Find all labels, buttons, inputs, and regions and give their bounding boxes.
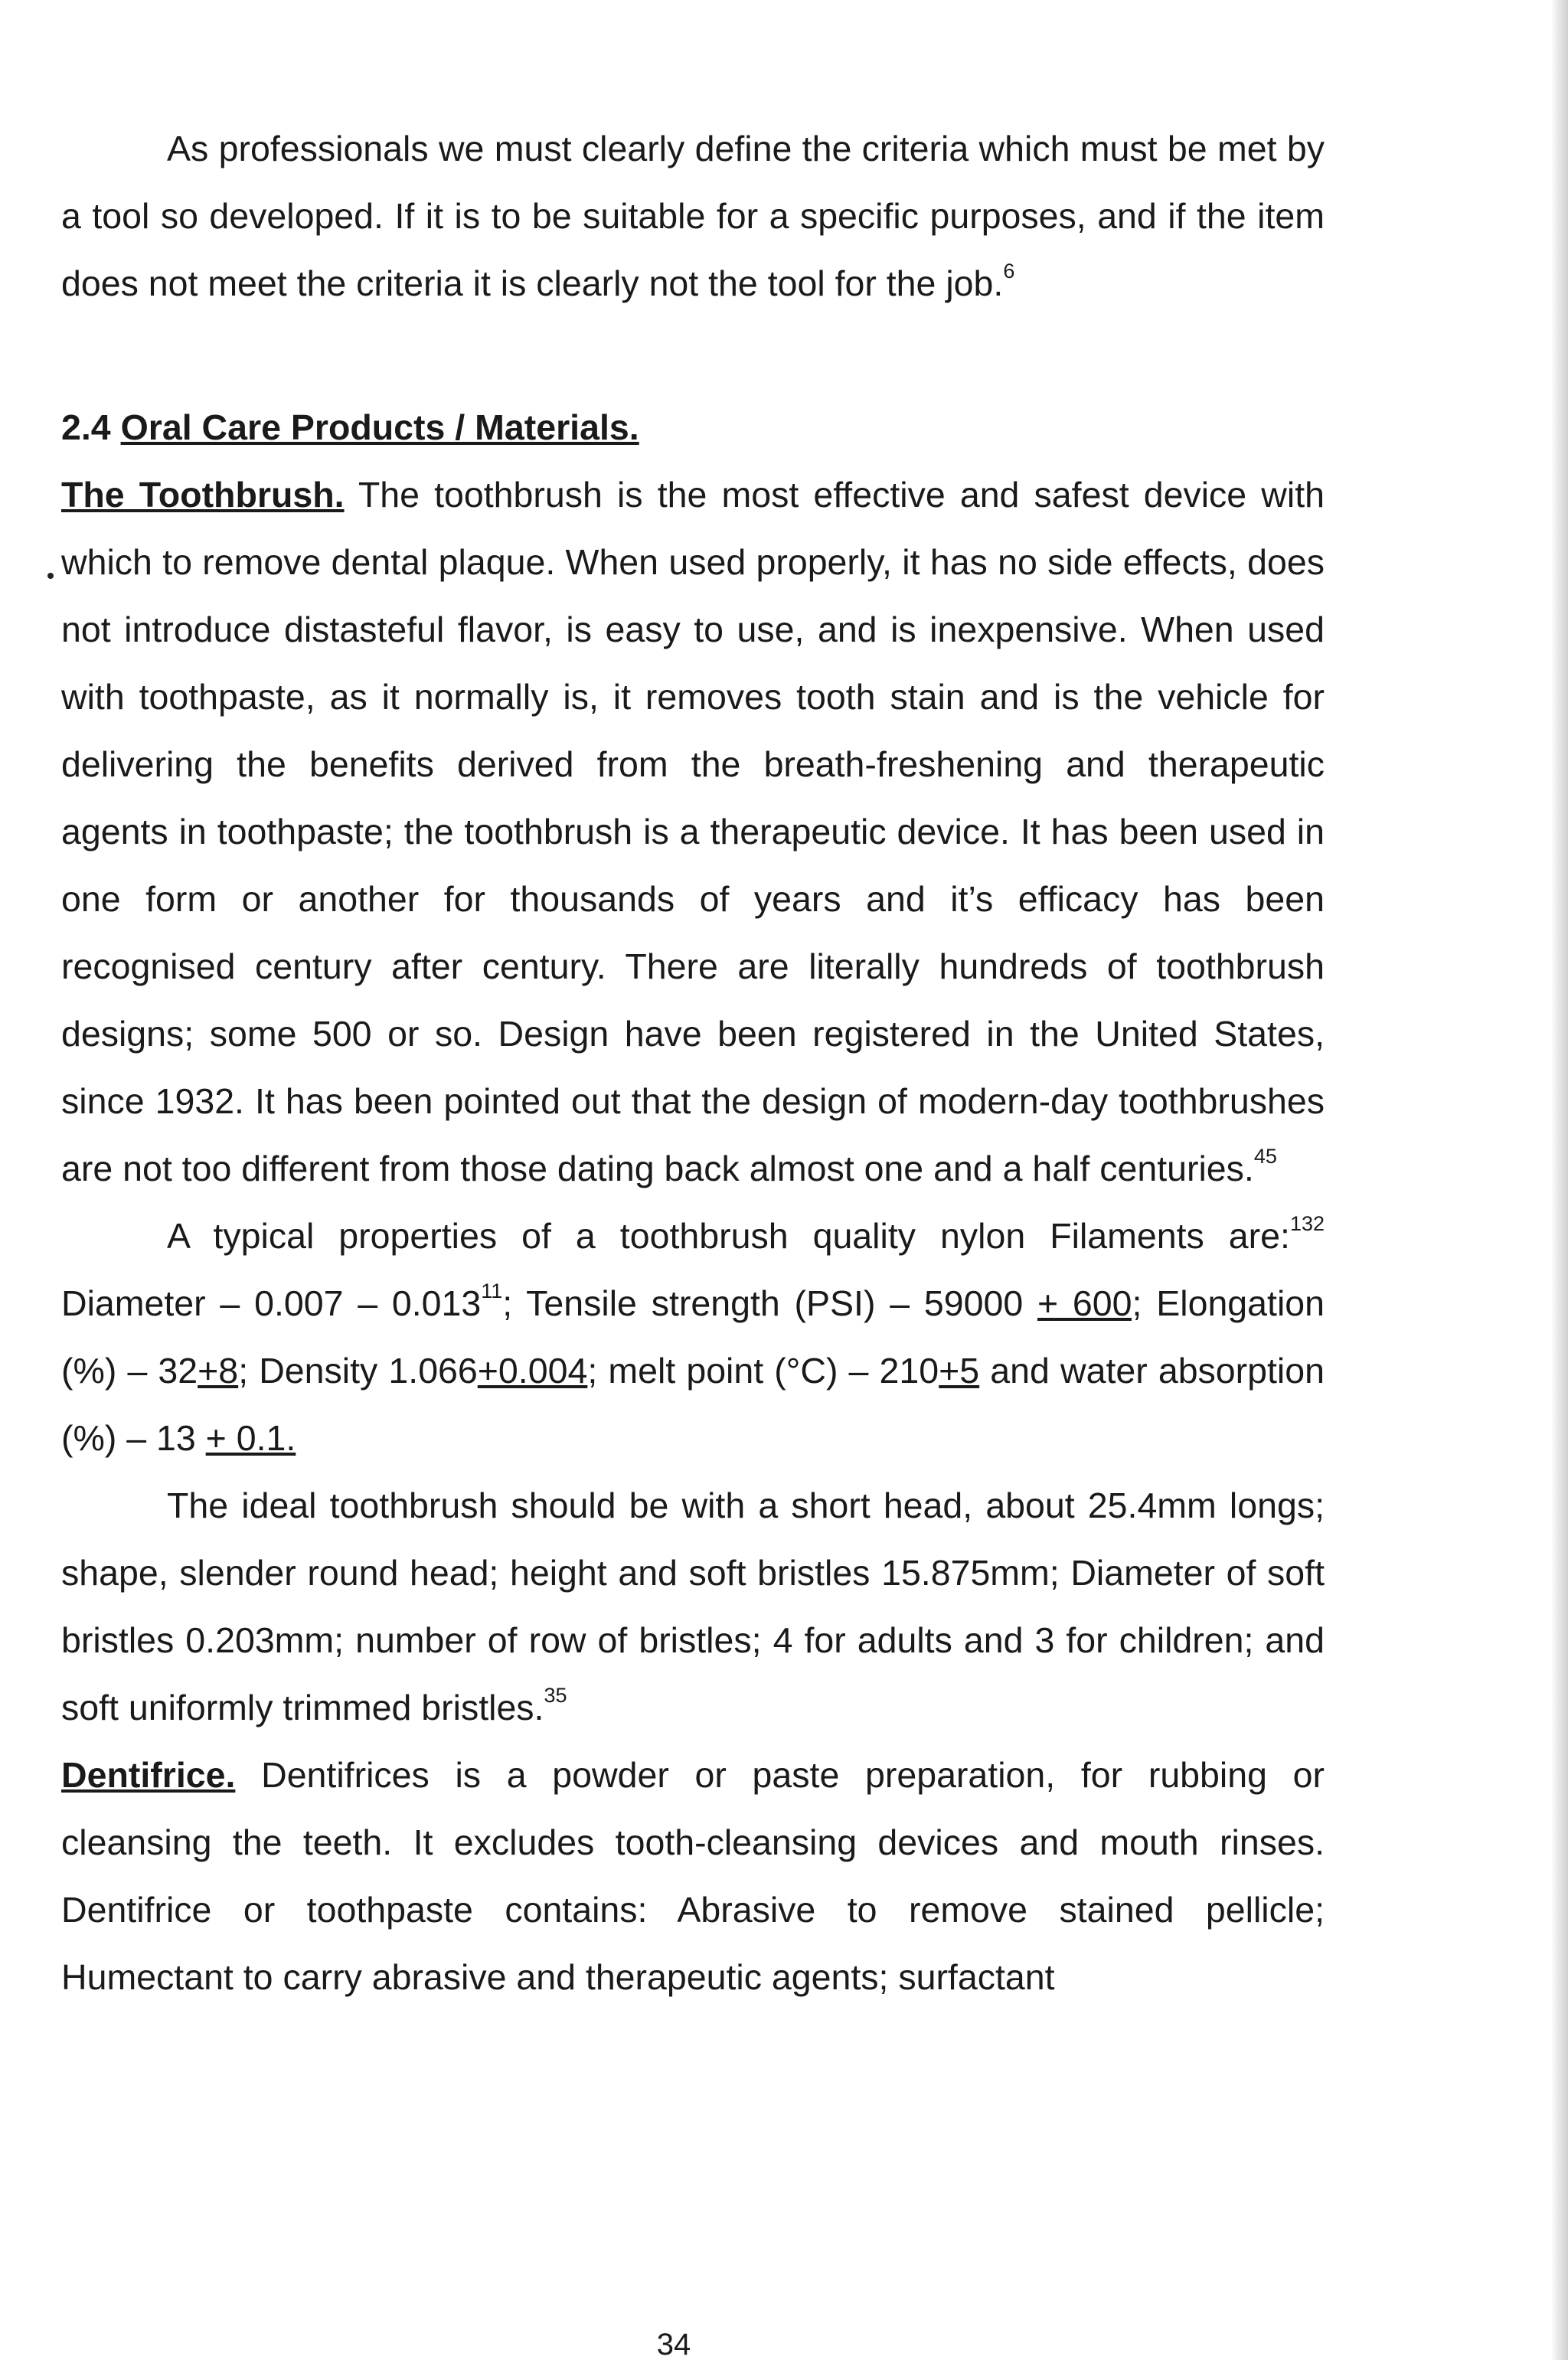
diameter-text: Diameter – 0.007 – 0.013 <box>61 1283 482 1323</box>
section-title: Oral Care Products / Materials. <box>120 407 639 447</box>
toothbrush-heading: The Toothbrush. <box>61 475 345 515</box>
ideal-text: The ideal toothbrush should be with a short head, about 25.4mm longs; shape, slender round head; height and soft bristles 15.875mm; Diameter of soft bristles 0.203mm; number of row of bristles; 4 for adults and 3 for children; and soft uniformly trimmed bristles. <box>61 1485 1325 1727</box>
melt-text: ; melt point (°C) – 210 <box>587 1351 939 1391</box>
properties-paragraph <box>61 1202 1325 1472</box>
ideal-toothbrush-paragraph <box>61 1472 1325 1741</box>
toothbrush-reference: 45 <box>1253 1145 1277 1168</box>
toothbrush-text: The toothbrush is the most effective and safest device with which to remove dental plaque. When used properly, it has no side effects, does not introduce distasteful flavor, is easy to use, and is inexpensive. When used with toothpaste, as it normally is, it removes tooth stain and is the vehicle for delivering the benefits derived from the breath-freshening and therapeutic agents in toothpaste; the toothbrush is a therapeutic device. It has been used in one form or another for thousands of years and it’s efficacy has been recognised century after century. There are literally hundreds of toothbrush designs; some 500 or so. Design have been registered in the United States, since 1932. It has been pointed out that the design of modern-day toothbrushes are not too different from those dating back almost one and a half centuries. <box>61 475 1325 1188</box>
diameter-reference: 11 <box>481 1280 503 1303</box>
dentifrice-heading: Dentifrice. <box>61 1755 236 1795</box>
scan-speck <box>47 573 54 579</box>
elongation-tolerance: +8 <box>198 1351 239 1391</box>
spacer <box>61 317 1325 394</box>
intro-text: As professionals we must clearly define the criteria which must be met by a tool so developed. If it is to be suitable for a specific purposes, and if the item does not meet the criteria it is clearly not the tool for the job. <box>61 129 1325 303</box>
intro-reference: 6 <box>1003 260 1015 283</box>
density-text: ; Density 1.066 <box>238 1351 478 1391</box>
melt-tolerance: +5 <box>939 1351 980 1391</box>
page-number: 34 <box>656 2328 691 2361</box>
density-tolerance: +0.004 <box>477 1351 588 1391</box>
ideal-reference: 35 <box>544 1684 567 1708</box>
water-text: and water absorption (%) – 13 <box>61 1351 1325 1458</box>
dentifrice-paragraph <box>61 1741 1325 2011</box>
section-heading <box>61 394 1325 461</box>
dentifrice-text: Dentifrices is a powder or paste preparation, for rubbing or cleansing the teeth. It excludes tooth-cleansing devices and mouth rinses. Dentifrice or toothpaste contains: Abrasive to remove stained pellicle; Humectant to carry abrasive and therapeutic agents; surfactant <box>61 1755 1325 1997</box>
page-body <box>61 115 1325 2011</box>
scan-edge-shadow <box>1551 0 1568 2360</box>
tensile-tolerance: + 600; <box>1037 1283 1142 1323</box>
toothbrush-paragraph <box>61 461 1325 1202</box>
section-number: 2.4 <box>61 407 111 447</box>
intro-paragraph <box>61 115 1325 317</box>
elongation-text: Elongation (%) – 32 <box>61 1283 1325 1391</box>
properties-reference: 132 <box>1289 1212 1325 1236</box>
water-tolerance: + 0.1. <box>205 1418 296 1458</box>
properties-intro: A typical properties of a toothbrush quality nylon Filaments are: <box>167 1216 1290 1256</box>
tensile-text: ; Tensile strength (PSI) – 59000 <box>502 1283 1037 1323</box>
